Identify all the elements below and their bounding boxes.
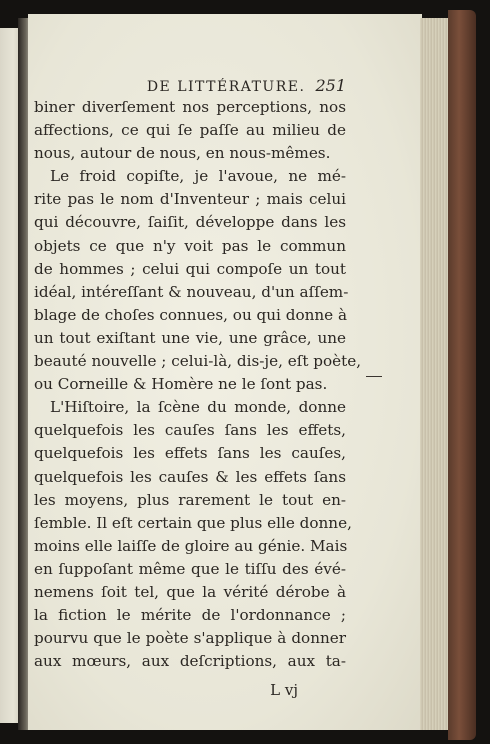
text-line: rite pas le nom d'Inventeur ; mais celui: [34, 190, 346, 209]
text-line: biner diverſement nos perceptions, nos: [34, 98, 346, 116]
text-line: objets ce que n'y voit pas le commun: [34, 236, 346, 255]
text-line: blage de choſes connues, ou qui donne à: [34, 305, 348, 324]
signature-mark: L vj: [270, 681, 298, 700]
text-line: beauté nouvelle ; celui-là, dis-je, eſt poète,: [34, 352, 362, 371]
text-line: idéal, intéreſſant & nouveau, d'un aſſem-: [34, 282, 349, 301]
text-line: ou Corneille & Homère ne le ſont pas.: [34, 375, 328, 394]
text-line: affections, ce qui ſe paſſe au milieu de: [34, 121, 346, 140]
text-line: pourvu que le poète s'applique à donner: [34, 629, 346, 648]
text-line: quelquefois les cauſes & les effets ſans: [34, 467, 346, 486]
text-line: nous, autour de nous, en nous-mêmes.: [34, 144, 331, 163]
text-line: aux mœurs, aux deſcriptions, aux ta-: [34, 652, 346, 671]
text-line: ſemble. Il eſt certain que plus elle donne,: [34, 513, 352, 532]
text-line: quelquefois les effets ſans les cauſes,: [34, 444, 346, 463]
text-line: les moyens, plus rarement le tout en-: [34, 490, 346, 509]
text-line: qui découvre, ſaiſit, développe dans les: [34, 213, 346, 232]
page-text: [34, 74, 362, 702]
text-line: quelquefois les cauſes ſans les effets,: [34, 421, 346, 440]
text-line: de hommes ; celui qui compoſe un tout: [34, 259, 346, 278]
text-line: un tout exiſtant une vie, une grâce, une: [34, 328, 346, 347]
running-title: DE LITTÉRATURE.: [146, 79, 306, 95]
text-line: la fiction le mérite de l'ordonnance ;: [34, 606, 346, 625]
text-line: nemens ſoit tel, que la vérité dérobe à: [34, 582, 346, 601]
book-cover: [448, 10, 476, 740]
margin-mark: [366, 376, 382, 377]
text-line: L'Hiſtoire, la ſcène du monde, donne: [50, 398, 346, 417]
text-line: en ſuppoſant même que le tiſſu des évé-: [34, 559, 346, 578]
running-header: [34, 74, 346, 96]
page-edges: [420, 18, 450, 730]
page-number: 251: [315, 76, 346, 95]
text-line: moins elle laiſſe de gloire au génie. Mais: [34, 536, 348, 555]
text-line: Le froid copiſte, je l'avoue, ne mé-: [50, 167, 346, 186]
